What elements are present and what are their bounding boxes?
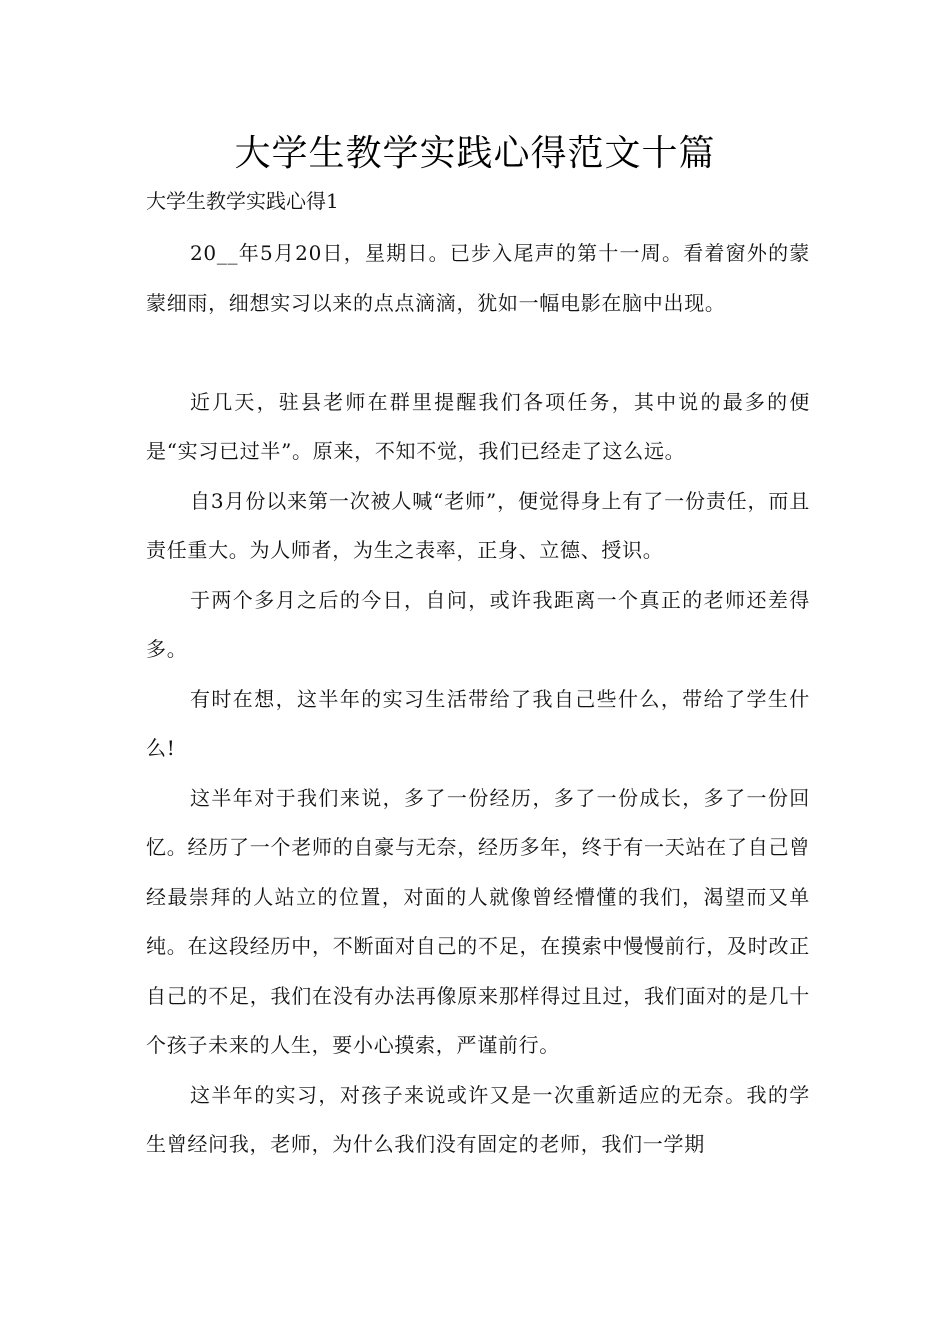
paragraph-7: 这半年的实习，对孩子来说或许又是一次重新适应的无奈。我的学生曾经问我，老师，为什么我们没有固定的老师，我们一学期 bbox=[146, 1082, 810, 1156]
paragraph-6: 这半年对于我们来说，多了一份经历，多了一份成长，多了一份回忆。经历了一个老师的自豪与无奈，经历多年，终于有一天站在了自己曾经最崇拜的人站立的位置，对面的人就像曾经懵懂的我们，渴望而又单纯。在这段经历中，不断面对自己的不足，在摸索中慢慢前行，及时改正自己的不足，我们在没有办法再像原来那样得过且过，我们面对的是几十个孩子未来的人生，要小心摸索，严谨前行。 bbox=[146, 785, 810, 1057]
paragraph-3: 自3月份以来第一次被人喊“老师”，便觉得身上有了一份责任，而且责任重大。为人师者，为生之表率，正身、立德、授识。 bbox=[146, 488, 810, 562]
section-heading: 大学生教学实践心得1 bbox=[146, 189, 339, 213]
document-body bbox=[146, 229, 810, 1170]
paragraph-4: 于两个多月之后的今日，自问，或许我距离一个真正的老师还差得多。 bbox=[146, 587, 810, 661]
document-title: 大学生教学实践心得范文十篇 bbox=[234, 133, 716, 174]
paragraph-5: 有时在想，这半年的实习生活带给了我自己些什么，带给了学生什么! bbox=[146, 686, 810, 760]
paragraph-2: 近几天，驻县老师在群里提醒我们各项任务，其中说的最多的便是“实习已过半”。原来，不知不觉，我们已经走了这么远。 bbox=[146, 389, 810, 463]
paragraph-1: 20__年5月20日，星期日。已步入尾声的第十一周。看着窗外的蒙蒙细雨，细想实习以来的点点滴滴，犹如一幅电影在脑中出现。 bbox=[146, 241, 810, 315]
